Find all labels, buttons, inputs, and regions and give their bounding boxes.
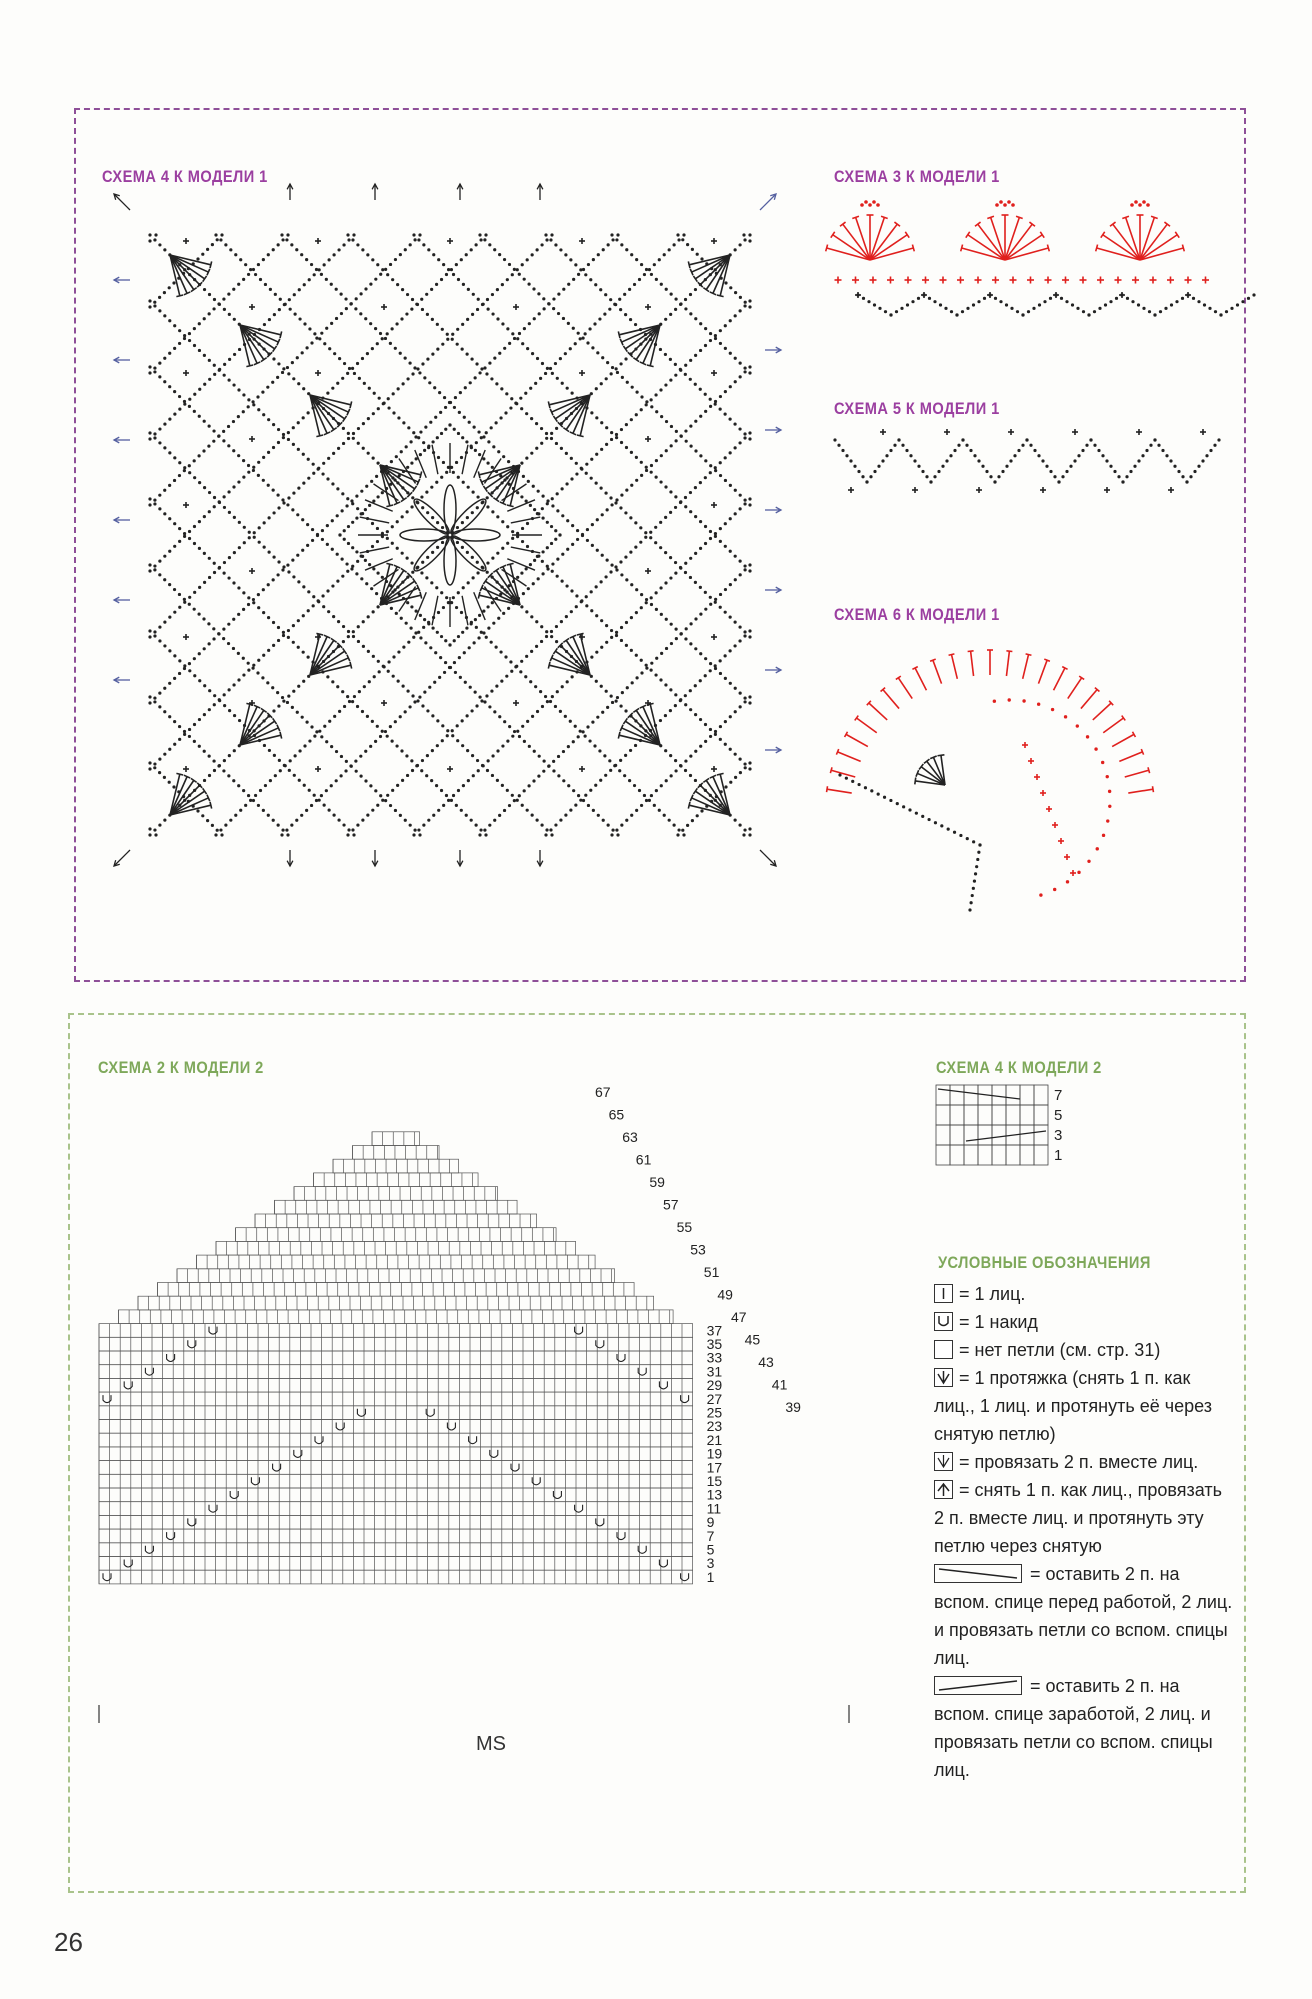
- chain-zigzag: [1186, 293, 1222, 316]
- direction-arrow-icon: [765, 427, 781, 433]
- single-crochet-mark: [381, 304, 387, 310]
- single-crochet-mark: [711, 370, 717, 376]
- direction-arrow-icon: [114, 194, 130, 210]
- single-crochet-mark: [1115, 277, 1122, 284]
- row-number: 15: [706, 1473, 723, 1489]
- legend: [934, 1280, 1234, 1784]
- single-crochet-mark: [1040, 487, 1046, 493]
- red-shell-fan: [1096, 215, 1185, 260]
- scheme6-corner-diagram: [820, 625, 1140, 915]
- single-crochet-mark: [880, 429, 886, 435]
- single-crochet-mark: [1150, 277, 1157, 284]
- single-crochet-mark: [1167, 277, 1174, 284]
- direction-arrow-icon: [765, 747, 781, 753]
- legend-item-cable-front: = оставить 2 п. на вспом. спице перед работой, 2 лиц. и провязать петли со вспом. спицы лиц.: [934, 1564, 1233, 1668]
- no-stitch-symbol-icon: [934, 1340, 953, 1359]
- single-crochet-mark: [183, 238, 189, 244]
- zigzag-chain: [961, 438, 996, 483]
- scheme5-model1-title: СХЕМА 5 К МОДЕЛИ 1: [834, 399, 1000, 418]
- chain-zigzag: [955, 293, 991, 316]
- chain-zigzag: [1087, 293, 1123, 316]
- single-crochet-mark: [1058, 838, 1064, 844]
- row-number: 7: [706, 1527, 715, 1544]
- single-crochet-mark: [975, 277, 982, 284]
- direction-arrow-icon: [537, 184, 543, 200]
- single-crochet-mark: [944, 429, 950, 435]
- row-number: 1: [706, 1568, 715, 1585]
- direction-arrow-icon: [765, 347, 781, 353]
- legend-item-sk2p: = снять 1 п. как лиц., провязать 2 п. вместе лиц. и протянуть эту петлю через снятую: [934, 1480, 1222, 1556]
- chain-zigzag: [1153, 293, 1189, 316]
- single-crochet-mark: [183, 370, 189, 376]
- diagonal-shell-fan: [240, 703, 282, 745]
- direction-arrow-icon: [114, 517, 130, 523]
- scheme4-motif-diagram: [110, 190, 790, 880]
- direction-arrow-icon: [114, 277, 130, 283]
- legend-item-cable-back: = оставить 2 п. на вспом. спице заработой, 2 лиц. и провязать петли со вспом. спицы лиц.: [934, 1676, 1213, 1780]
- zigzag-chain: [1089, 438, 1124, 483]
- yarn-over-symbol-icon: [934, 1312, 953, 1331]
- center-stitch-label: MS: [476, 1733, 506, 1755]
- flower-ring: [338, 423, 451, 536]
- zigzag-chain: [1057, 438, 1092, 483]
- diagonal-shell-fan: [240, 325, 282, 367]
- chain-zigzag: [922, 293, 958, 316]
- single-crochet-mark: [711, 634, 717, 640]
- fan-picot: [860, 200, 880, 207]
- row-number: 47: [731, 1309, 747, 1325]
- row-number: 35: [706, 1336, 723, 1352]
- single-crochet-mark: [1046, 806, 1052, 812]
- chain-zigzag: [889, 293, 925, 316]
- single-crochet-mark: [1168, 487, 1174, 493]
- direction-arrow-icon: [765, 507, 781, 513]
- zigzag-chain: [929, 438, 964, 483]
- row-number: 5: [706, 1541, 715, 1558]
- single-crochet-mark: [249, 568, 255, 574]
- zigzag-chain: [897, 438, 932, 483]
- legend-item-no-stitch: = нет петли (см. стр. 31): [934, 1336, 1234, 1364]
- row-number: 43: [758, 1354, 774, 1370]
- single-crochet-mark: [976, 487, 982, 493]
- sk2p-symbol-icon: [934, 1480, 953, 1499]
- row-number: 27: [706, 1390, 723, 1407]
- single-crochet-mark: [1034, 774, 1040, 780]
- single-crochet-mark: [315, 766, 321, 772]
- diagonal-shell-fan: [618, 703, 660, 745]
- row-number: 23: [706, 1418, 723, 1435]
- small-chart-rows: [1054, 1087, 1062, 1164]
- chain-zigzag: [856, 293, 892, 316]
- zigzag-chain: [865, 438, 900, 483]
- single-crochet-mark: [835, 277, 842, 284]
- single-crochet-mark: [381, 700, 387, 706]
- knit-symbol-icon: [934, 1284, 953, 1303]
- row-number: 41: [771, 1376, 788, 1393]
- red-outer-arc: [827, 650, 1154, 897]
- direction-arrow-icon: [372, 850, 378, 866]
- single-crochet-mark: [711, 766, 717, 772]
- single-crochet-mark: [711, 502, 717, 508]
- scheme6-model1-title: СХЕМА 6 К МОДЕЛИ 1: [834, 605, 1000, 624]
- direction-arrow-icon: [114, 850, 130, 866]
- legend-item-ssk: = 1 протяжка (снять 1 п. как лиц., 1 лиц. и протянуть её через снятую петлю): [934, 1368, 1213, 1444]
- row-number: 55: [676, 1219, 693, 1235]
- chain-zigzag: [1120, 293, 1156, 316]
- single-crochet-mark: [315, 238, 321, 244]
- single-crochet-mark: [1070, 870, 1076, 876]
- row-number: 49: [717, 1286, 733, 1303]
- cable-back-symbol-icon: [934, 1676, 1022, 1695]
- single-crochet-mark: [905, 277, 912, 284]
- row-number: 19: [706, 1445, 723, 1462]
- single-crochet-mark: [940, 277, 947, 284]
- row-number: 21: [706, 1431, 723, 1448]
- row-number: 3: [706, 1555, 715, 1572]
- legend-item-knit: = 1 лиц.: [934, 1280, 1234, 1308]
- zigzag-chain: [1121, 438, 1156, 483]
- single-crochet-mark: [1200, 429, 1206, 435]
- page-number: 26: [54, 1927, 83, 1957]
- row-number: 61: [635, 1151, 652, 1168]
- zigzag-chain: [993, 438, 1028, 483]
- single-crochet-mark: [1052, 822, 1058, 828]
- flower-ring: [448, 423, 561, 536]
- diagonal-shell-fan: [618, 325, 660, 367]
- ssk-symbol-icon: [934, 1368, 953, 1387]
- flower-ring: [448, 533, 561, 646]
- row-number: 37: [706, 1322, 723, 1339]
- single-crochet-mark: [922, 277, 929, 284]
- single-crochet-mark: [315, 370, 321, 376]
- legend-item-k2tog: = провязать 2 п. вместе лиц.: [934, 1448, 1234, 1476]
- direction-arrow-icon: [457, 850, 463, 866]
- single-crochet-mark: [249, 436, 255, 442]
- diagonal-shell-fan: [548, 633, 590, 675]
- single-crochet-mark: [513, 304, 519, 310]
- red-shell-fan: [961, 215, 1050, 260]
- single-crochet-mark: [645, 436, 651, 442]
- small-chart-row-number: 7: [1054, 1087, 1063, 1104]
- direction-arrow-icon: [372, 184, 378, 200]
- single-crochet-mark: [447, 238, 453, 244]
- row-numbers: [595, 1084, 801, 1585]
- row-number: 65: [608, 1106, 625, 1123]
- diagonal-shell-fan: [310, 395, 352, 437]
- single-crochet-mark: [1097, 277, 1104, 284]
- row-number: 39: [785, 1399, 801, 1415]
- direction-arrow-icon: [765, 667, 781, 673]
- row-number: 33: [706, 1349, 723, 1366]
- centre-flower: [358, 443, 542, 627]
- corner-chain: [838, 773, 981, 846]
- single-crochet-mark: [1045, 277, 1052, 284]
- single-crochet-mark: [513, 700, 519, 706]
- single-crochet-mark: [957, 277, 964, 284]
- k2tog-symbol-icon: [934, 1452, 953, 1471]
- single-crochet-mark: [645, 568, 651, 574]
- small-chart-grid: [936, 1085, 1048, 1165]
- direction-arrow-icon: [114, 677, 130, 683]
- scheme4-model1-title: СХЕМА 4 К МОДЕЛИ 1: [102, 167, 268, 186]
- single-crochet-mark: [249, 304, 255, 310]
- single-crochet-mark: [1028, 758, 1034, 764]
- row-number: 17: [706, 1459, 723, 1476]
- corner-chain: [968, 843, 981, 911]
- zigzag-chain: [1025, 438, 1060, 483]
- direction-arrow-icon: [765, 587, 781, 593]
- fan-picot: [1130, 200, 1150, 207]
- row-number: 29: [706, 1377, 723, 1394]
- direction-arrow-icon: [760, 194, 776, 210]
- single-crochet-mark: [852, 277, 859, 284]
- single-crochet-mark: [183, 634, 189, 640]
- direction-arrow-icon: [537, 850, 543, 866]
- fan-picot: [995, 200, 1015, 207]
- scheme3-model1-title: СХЕМА 3 К МОДЕЛИ 1: [834, 167, 1000, 186]
- row-number: 67: [595, 1084, 611, 1100]
- single-crochet-mark: [645, 304, 651, 310]
- single-crochet-mark: [1080, 277, 1087, 284]
- direction-arrow-icon: [760, 850, 776, 866]
- corner-shell-fan: [915, 755, 945, 785]
- diagonal-shell-fan: [548, 395, 590, 437]
- single-crochet-mark: [1104, 487, 1110, 493]
- row-number: 9: [706, 1514, 715, 1531]
- zigzag-chain: [833, 438, 868, 483]
- row-number: 13: [706, 1486, 723, 1503]
- row-number: 57: [663, 1196, 679, 1213]
- single-crochet-mark: [579, 238, 585, 244]
- single-crochet-mark: [447, 766, 453, 772]
- small-chart-row-number: 5: [1054, 1107, 1063, 1124]
- scheme4-model2-title: СХЕМА 4 К МОДЕЛИ 2: [936, 1058, 1102, 1077]
- row-number: 25: [706, 1404, 723, 1421]
- row-number: 53: [690, 1241, 706, 1258]
- legend-item-yarn-over: = 1 накид: [934, 1308, 1234, 1336]
- single-crochet-mark: [183, 502, 189, 508]
- direction-arrow-icon: [287, 850, 293, 866]
- single-crochet-mark: [1022, 742, 1028, 748]
- small-chart-row-number: 1: [1054, 1147, 1063, 1164]
- scheme3-border-diagram: [830, 200, 1230, 330]
- single-crochet-mark: [1008, 429, 1014, 435]
- scheme4-model2-cable-chart: [936, 1085, 1076, 1177]
- single-crochet-mark: [1040, 790, 1046, 796]
- scheme2-model2-title: СХЕМА 2 К МОДЕЛИ 2: [98, 1058, 264, 1077]
- single-crochet-mark: [870, 277, 877, 284]
- diagonal-shell-fan: [310, 633, 352, 675]
- single-crochet-mark: [887, 277, 894, 284]
- direction-arrow-icon: [114, 357, 130, 363]
- single-crochet-mark: [711, 238, 717, 244]
- direction-arrow-icon: [114, 597, 130, 603]
- single-crochet-mark: [912, 487, 918, 493]
- chain-zigzag: [1021, 293, 1057, 316]
- single-crochet-mark: [1062, 277, 1069, 284]
- single-crochet-mark: [992, 277, 999, 284]
- cable-front-symbol-icon: [934, 1564, 1022, 1583]
- direction-arrow-icon: [287, 184, 293, 200]
- direction-arrow-icon: [457, 184, 463, 200]
- single-crochet-mark: [183, 766, 189, 772]
- single-crochet-mark: [579, 370, 585, 376]
- row-number: 51: [703, 1264, 720, 1280]
- single-crochet-mark: [1132, 277, 1139, 284]
- single-crochet-mark: [1064, 854, 1070, 860]
- chart-grid: [99, 1132, 693, 1584]
- row-number: 45: [744, 1331, 761, 1348]
- small-chart-row-number: 3: [1054, 1127, 1063, 1144]
- single-crochet-mark: [1027, 277, 1034, 284]
- red-shell-fan: [826, 215, 915, 260]
- single-crochet-mark: [848, 487, 854, 493]
- single-crochet-mark: [1185, 277, 1192, 284]
- single-crochet-mark: [1010, 277, 1017, 284]
- scheme5-zigzag-diagram: [830, 430, 1230, 510]
- single-crochet-mark: [1072, 429, 1078, 435]
- flower-ring: [338, 533, 451, 646]
- row-number: 63: [622, 1129, 638, 1145]
- row-number: 11: [706, 1500, 722, 1517]
- single-crochet-mark: [1136, 429, 1142, 435]
- row-number: 31: [706, 1363, 723, 1380]
- scheme2-knitting-chart: [95, 1075, 925, 1735]
- direction-arrow-icon: [114, 437, 130, 443]
- legend-title: УСЛОВНЫЕ ОБОЗНАЧЕНИЯ: [938, 1253, 1151, 1272]
- single-crochet-mark: [1202, 277, 1209, 284]
- zigzag-chain: [1185, 438, 1220, 483]
- single-crochet-mark: [579, 766, 585, 772]
- chain-zigzag: [988, 293, 1024, 316]
- zigzag-chain: [1153, 438, 1188, 483]
- row-number: 59: [649, 1174, 665, 1190]
- chain-zigzag: [1054, 293, 1090, 316]
